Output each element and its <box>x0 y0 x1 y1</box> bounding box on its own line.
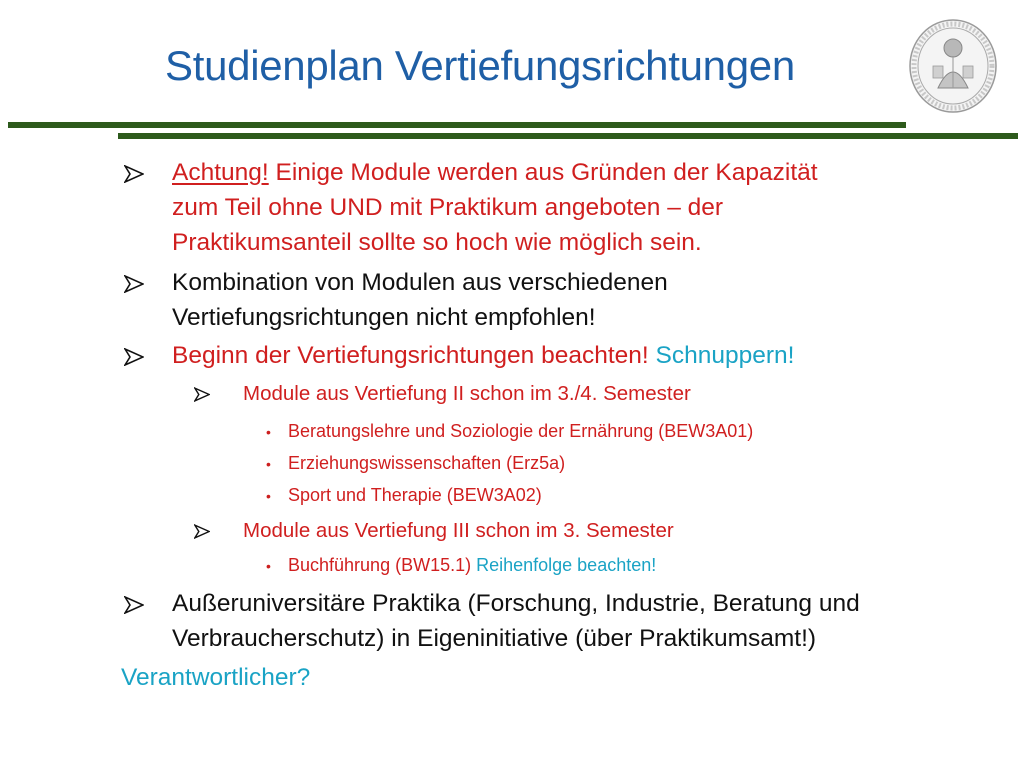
bullet-4-line-2: Verbraucherschutz) in Eigeninitiative (über Praktikumsamt!) <box>172 625 817 652</box>
bullet-1-line-1 <box>172 155 818 191</box>
bullet-3 <box>172 338 794 374</box>
list-item: Erziehungswissenschaften (Erz5a) <box>288 453 566 473</box>
bullet-2-line-1: Kombination von Modulen aus verschiedenen <box>172 269 668 296</box>
list-item <box>288 552 656 578</box>
list-item-highlight: Reihenfolge beachten! <box>471 555 657 575</box>
arrow-bullet-icon <box>124 275 144 293</box>
bullet-1-line-2: zum Teil ohne UND mit Praktikum angeboten – der <box>172 194 724 221</box>
arrow-subbullet-icon <box>194 387 210 402</box>
footer-question: Verantwortlicher? <box>121 664 311 691</box>
dot-bullet-icon: • <box>266 456 271 472</box>
arrow-bullet-icon <box>124 596 144 614</box>
warning-label: Achtung! <box>172 159 269 186</box>
subbullet-3-1: Module aus Vertiefung II schon im 3./4. Semester <box>243 382 691 405</box>
bullet-1-text: Einige Module werden aus Gründen der Kapazität <box>268 159 818 186</box>
arrow-bullet-icon <box>124 348 144 366</box>
bullet-3-highlight: Schnuppern! <box>648 342 795 369</box>
bullet-3-text: Beginn der Vertiefungsrichtungen beachten! <box>172 342 649 369</box>
list-item: Beratungslehre und Soziologie der Ernährung (BEW3A01) <box>288 421 754 441</box>
dot-bullet-icon: • <box>266 424 271 440</box>
arrow-subbullet-icon <box>194 524 210 539</box>
bullet-2-line-2: Vertiefungsrichtungen nicht empfohlen! <box>172 304 596 331</box>
subbullet-3-2: Module aus Vertiefung III schon im 3. Semester <box>243 519 674 542</box>
dot-bullet-icon: • <box>266 558 271 574</box>
list-item-text: Buchführung (BW15.1) <box>288 555 472 575</box>
page-title: Studienplan Vertiefungsrichtungen <box>165 42 795 89</box>
arrow-bullet-icon <box>124 165 144 183</box>
list-item: Sport und Therapie (BEW3A02) <box>288 485 542 505</box>
bullet-4-line-1: Außeruniversitäre Praktika (Forschung, Industrie, Beratung und <box>172 590 860 617</box>
bullet-1-line-3: Praktikumsanteil sollte so hoch wie möglich sein. <box>172 229 702 256</box>
dot-bullet-icon: • <box>266 488 271 504</box>
